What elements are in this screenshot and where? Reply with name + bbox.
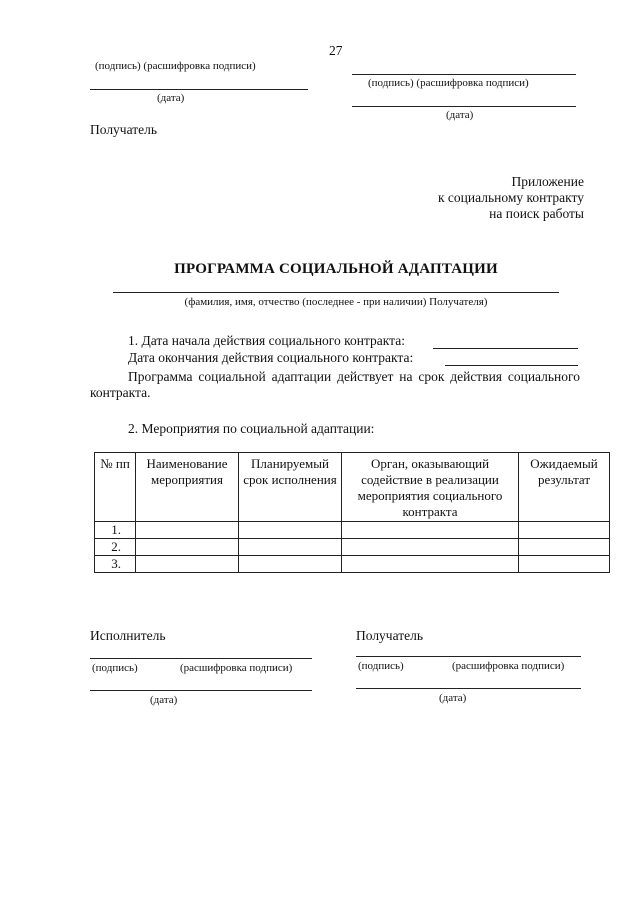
row-number: 2. [95, 539, 136, 556]
recipient-name-caption: (фамилия, имя, отчество (последнее - при наличии) Получателя) [184, 296, 488, 308]
table-cell[interactable] [342, 556, 519, 573]
table-cell[interactable] [239, 539, 342, 556]
end-date-line [445, 365, 578, 366]
table-cell[interactable] [519, 556, 610, 573]
header-number: № пп [95, 453, 136, 522]
measures-heading: 2. Мероприятия по социальной адаптации: [128, 421, 375, 436]
recipient-name-line [113, 292, 559, 293]
table-cell[interactable] [136, 522, 239, 539]
executor-signature-caption: (подпись) [92, 662, 138, 674]
table-cell[interactable] [239, 556, 342, 573]
table-cell[interactable] [136, 539, 239, 556]
top-recipient-label: Получатель [90, 122, 158, 137]
document-title: ПРОГРАММА СОЦИАЛЬНОЙ АДАПТАЦИИ [174, 261, 498, 277]
start-date-line [433, 348, 578, 349]
measures-table [94, 452, 610, 573]
table-cell[interactable] [342, 539, 519, 556]
top-right-signature-caption: (подпись) (расшифровка подписи) [368, 77, 529, 89]
header-measure-name: Наименование мероприятия [136, 453, 239, 522]
recipient-signature-caption: (подпись) [358, 660, 404, 672]
header-expected-result: Ожидаемый результат [519, 453, 610, 522]
bottom-recipient-label: Получатель [356, 628, 424, 643]
top-left-signature-caption: (подпись) (расшифровка подписи) [95, 60, 256, 72]
table-cell[interactable] [136, 556, 239, 573]
row-number: 3. [95, 556, 136, 573]
table-row [95, 539, 610, 556]
top-right-date-line [352, 106, 576, 107]
executor-label: Исполнитель [90, 628, 166, 643]
top-right-date-caption: (дата) [446, 109, 474, 121]
top-left-date-caption: (дата) [157, 92, 185, 104]
appendix-block [438, 174, 584, 222]
appendix-line-3: на поиск работы [489, 206, 584, 221]
table-header-row [95, 453, 610, 522]
table-cell[interactable] [342, 522, 519, 539]
executor-signature-line [90, 658, 312, 659]
appendix-line-2: к социальному контракту [437, 190, 584, 205]
top-left-date-line [90, 89, 308, 90]
header-responsible-body: Орган, оказывающий содействие в реализации мероприятия социального контракта [342, 453, 519, 522]
start-date-label: 1. Дата начала действия социального контракта: [128, 333, 405, 348]
recipient-date-line [356, 688, 581, 689]
table-row [95, 556, 610, 573]
table-cell[interactable] [239, 522, 342, 539]
row-number: 1. [95, 522, 136, 539]
header-planned-term: Планируемый срок исполнения [239, 453, 342, 522]
program-duration-text: Программа социальной адаптации действует на срок действия социального контракта. [90, 369, 580, 400]
page-number: 27 [329, 43, 343, 58]
executor-date-line [90, 690, 312, 691]
table-cell[interactable] [519, 522, 610, 539]
table-row [95, 522, 610, 539]
top-right-signature-line [352, 74, 576, 75]
executor-decode-caption: (расшифровка подписи) [180, 662, 293, 674]
appendix-line-1: Приложение [511, 174, 584, 189]
recipient-date-caption: (дата) [439, 692, 467, 704]
recipient-signature-line [356, 656, 581, 657]
executor-date-caption: (дата) [150, 694, 178, 706]
end-date-label: Дата окончания действия социального контракта: [128, 350, 414, 365]
table-cell[interactable] [519, 539, 610, 556]
recipient-decode-caption: (расшифровка подписи) [452, 660, 565, 672]
